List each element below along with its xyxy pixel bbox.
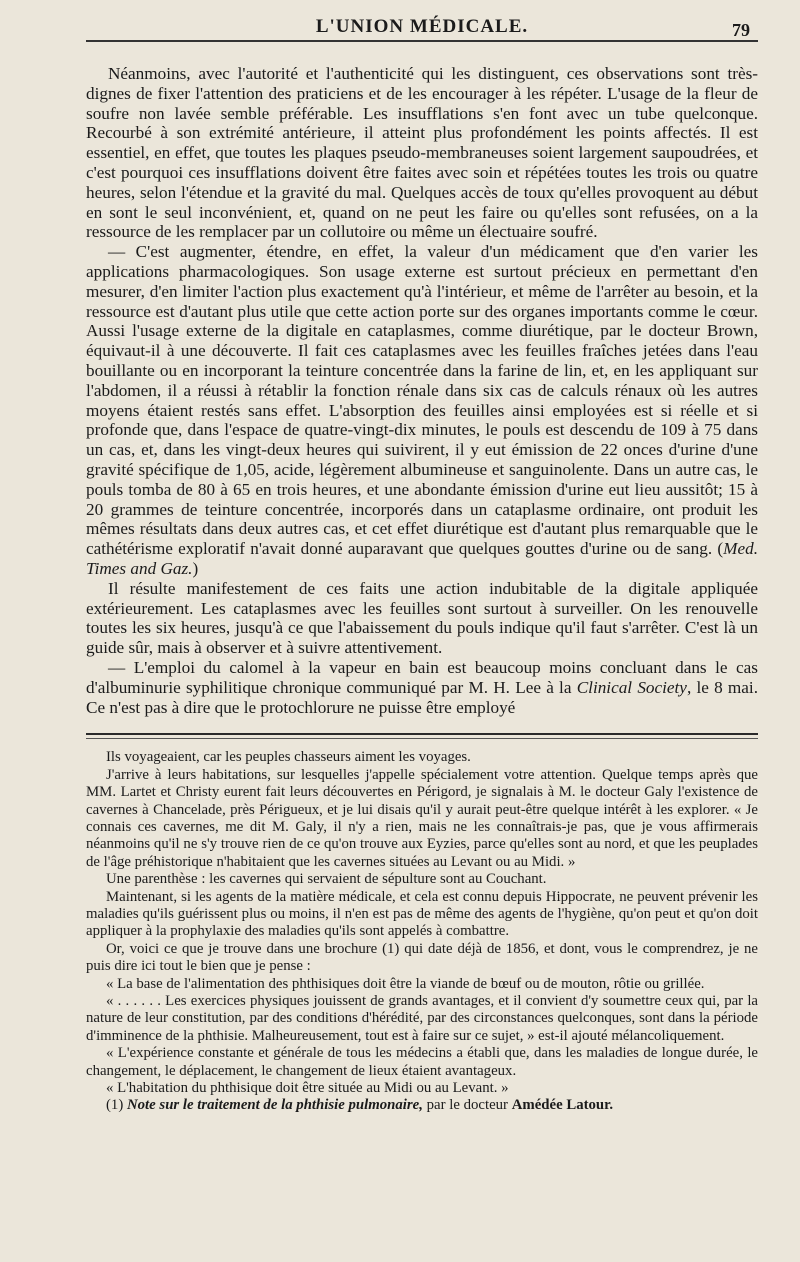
feuilleton-paragraph: « La base de l'alimentation des phthisiques doit être la viande de bœuf ou de mouton, rôtie ou grillée. bbox=[106, 975, 705, 992]
feuilleton-section bbox=[86, 749, 758, 1115]
source-citation: Med. Times and Gaz. bbox=[86, 539, 758, 578]
page-header bbox=[86, 0, 758, 42]
page-number: 79 bbox=[732, 20, 750, 40]
footnote-title: Note sur le traitement de la phthisie pulmonaire, bbox=[126, 1097, 423, 1114]
feuilleton-paragraph: Une parenthèse : les cavernes qui servaient de sépulture sont au Couchant. bbox=[106, 871, 547, 888]
running-head: L'UNION MÉDICALE. bbox=[315, 16, 529, 37]
journal-name: Clinical Society bbox=[576, 677, 687, 697]
calomel-text: — L'emploi du calomel à la vapeur en bain est beaucoup moins concluant dans le cas d'albuminurie syphilitique chronique communiqué par M. H. Lee à la bbox=[86, 657, 758, 697]
feuilleton-paragraph: Ils voyageaient, car les peuples chasseurs aiment les voyages. bbox=[106, 749, 471, 766]
paragraph-conclusion: Il résulte manifestement de ces faits une action indubitable de la digitale appliquée extérieurement. Les cataplasmes avec les feuilles sont surtout à surveiller. On les renouvelle toutes les six heures, jusqu'à ce que l'abaissement du pouls indique qu'il faut s'arrêter. C'est là un guide sûr, mais à observer et à suivre attentivement. bbox=[86, 578, 758, 658]
feuilleton-paragraph: « L'habitation du phthisique doit être située au Midi ou au Levant. » bbox=[106, 1080, 509, 1097]
feuilleton-paragraph: « . . . . . . Les exercices physiques jouissent de grands avantages, et il convient d'y soumettre ceux qui, par la nature de leur constitution, par des conditions d'hérédité, par des circonstances quelconques, sont dans la période d'imminence de la phthisie. Malheureusement, tout est à faire sur ce sujet, » est-il ajouté mélancoliquement. bbox=[86, 992, 758, 1044]
calomel-end: , le 8 mai. Ce n'est pas à dire que le protochlorure ne puisse être employé bbox=[86, 677, 759, 717]
feuilleton-separator bbox=[86, 733, 758, 739]
paragraph-digitalis bbox=[86, 242, 758, 579]
footnote-author: Amédée Latour. bbox=[511, 1097, 614, 1114]
main-article bbox=[86, 64, 758, 717]
feuilleton-paragraph: « L'expérience constante et générale de tous les médecins a établi que, dans les maladies de longue durée, le changement, le déplacement, le changement de lieux étaient avantageux. bbox=[86, 1045, 758, 1079]
paragraph-sulfur: Néanmoins, avec l'autorité et l'authenticité qui les distinguent, ces observations sont très-dignes de fixer l'attention des praticiens et de les encourager à les répéter. L'usage de la fleur de soufre non lavée semble préférable. Les insufflations s'en font avec un tube quelconque. Recourbé à son extrémité antérieure, il atteint plus profondément les points affectés. Il est essentiel, en effet, que toutes les plaques pseudo-membraneuses soient largement saupoudrées, et c'est pourquoi ces insufflations doivent être faites avec soin et répétées toutes les trois ou quatre heures, selon l'étendue et la gravité du mal. Quelques accès de toux qu'elles provoquent au début en sont le seul inconvénient, et, quand on ne peut les faire ou qu'elles sont refusées, on a la ressource de les remplacer par un collutoire ou même un électuaire soufré. bbox=[86, 64, 758, 242]
footnote-marker: (1) bbox=[106, 1097, 124, 1114]
footnote bbox=[86, 1097, 758, 1114]
footnote-by: par le docteur bbox=[422, 1097, 512, 1114]
paragraph-calomel bbox=[86, 658, 758, 717]
feuilleton-paragraph: Or, voici ce que je trouve dans une brochure (1) qui date déjà de 1856, et dont, vous le comprendrez, je ne puis dire ici tout le bien que je pense : bbox=[86, 940, 758, 975]
citation-close: ) bbox=[192, 558, 199, 578]
digitalis-text: — C'est augmenter, étendre, en effet, la valeur d'un médicament que d'en varier les applications pharmacologiques. Son usage externe est surtout précieux en permettant d'en mesurer, d'en limiter l'action plus exactement qu'à l'intérieur, et même de l'arrêter au besoin, et la ressource est d'autant plus utile que cette action porte sur des organes importants comme le cœur. Aussi l'usage externe de la digitale en cataplasmes, comme diurétique, par le docteur Brown, équivaut-il à une découverte. Il fait ces cataplasmes avec les feuilles fraîches jetées dans l'eau bouillante ou en incorporant la teinture concentrée dans la farine de lin, et, en les appliquant sur l'abdomen, il a réussi à rétablir la fonction rénale dans six cas de calculs rénaux où les autres moyens étaient restés sans effet. L'absorption des feuilles ainsi employées est si réelle et si profonde que, dans l'espace de quatre-vingt-dix minutes, le pouls est descendu de 109 à 75 dans un cas, et, dans les vingt-deux heures qui suivirent, il y eut émission de 22 onces d'urine d'une gravité spécifique de 1,05, acide, légèrement albumineuse et sanguinolente. Dans un autre cas, le pouls tomba de 80 à 65 en trois heures, et une abondante émission d'urine eut lieu aussitôt; 15 à 20 grammes de teinture concentrée, incorporés dans un cataplasme ordinaire, ont produit les mêmes résultats dans deux autres cas, et cet effet diurétique est d'autant plus remarquable que le cathétérisme exploratif n'avait donné auparavant que quelques gouttes d'urine ou de sang. ( bbox=[86, 242, 758, 559]
feuilleton-paragraph: Maintenant, si les agents de la matière médicale, et cela est connu depuis Hippocrate, ne peuvent prévenir les maladies qu'ils guérissent plus ou moins, il n'en est pas de même des agents de l'hygiène, qu'on peut et qu'on doit appliquer à la prophylaxie des maladies qu'ils sont appelés à combattre. bbox=[86, 888, 758, 940]
feuilleton-paragraph: J'arrive à leurs habitations, sur lesquelles j'appelle spécialement votre attention. Quelque temps après que MM. Lartet et Christy eurent fait leurs découvertes en Périgord, je signalais à M. le docteur Galy l'existence de cavernes à Chancelade, près Périgueux, et je lui disais qu'il y aurait peut-être quelque intérêt à les explorer. « Je connais ces cavernes, me dit M. Galy, il n'y a rien, mais ne les connaîtrais-je pas, que je vous affirmerais néanmoins qu'il ne s'y trouve rien de ce qu'on trouve aux Eyzies, parce qu'elles sont au nord, et que les peuplades de l'âge préhistorique n'habitaient que les cavernes situées au Levant ou au Midi. » bbox=[86, 766, 758, 870]
